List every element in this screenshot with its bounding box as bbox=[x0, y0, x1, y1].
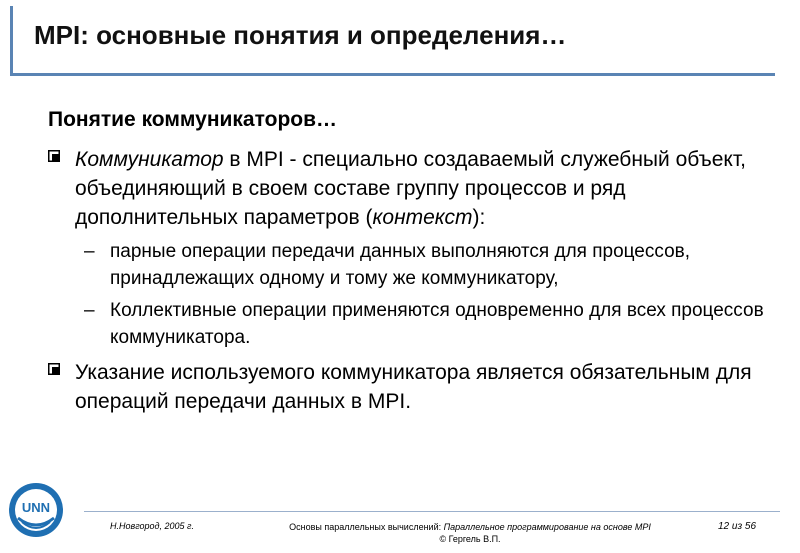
bullet-text-part2: ): bbox=[472, 206, 486, 229]
bullet-text bbox=[75, 145, 765, 232]
footer-course-topic: Параллельное программирование на основе MPI bbox=[443, 522, 651, 532]
dash-marker: – bbox=[84, 300, 95, 321]
square-bullet-icon bbox=[48, 150, 60, 162]
university-logo bbox=[8, 482, 64, 538]
dash-marker: – bbox=[84, 241, 95, 262]
bullet-text: Указание используемого коммуникатора является обязательным для операций передачи данных в MPI. bbox=[75, 361, 752, 413]
svg-text:UNN: UNN bbox=[21, 500, 51, 515]
footer-author: © Гергель В.П. bbox=[439, 534, 501, 544]
term-communicator: Коммуникатор bbox=[75, 148, 224, 171]
footer-course: Основы параллельных вычислений: bbox=[289, 522, 444, 532]
section-heading: Понятие коммуникаторов… bbox=[48, 108, 338, 131]
footer-location-date: Н.Новгород, 2005 г. bbox=[110, 521, 194, 531]
footer-course-title bbox=[250, 521, 690, 545]
slide-title: MPI: основные понятия и определения… bbox=[34, 20, 567, 50]
page-number: 12 из 56 bbox=[718, 521, 757, 532]
term-context: контекст bbox=[372, 206, 473, 229]
footer-divider bbox=[84, 511, 780, 512]
bullet-text-part1: в MPI - специально создаваемый служебный объект, объединяющий в своем составе группу процессов и ряд дополнительных параметров ( bbox=[75, 148, 746, 229]
sub-bullet-text: Коллективные операции применяются одновременно для всех процессов коммуникатора. bbox=[110, 300, 764, 348]
sub-bullet-text: парные операции передачи данных выполняются для процессов, принадлежащих одному и тому же коммуникатору, bbox=[110, 241, 691, 289]
square-bullet-icon bbox=[48, 363, 60, 375]
